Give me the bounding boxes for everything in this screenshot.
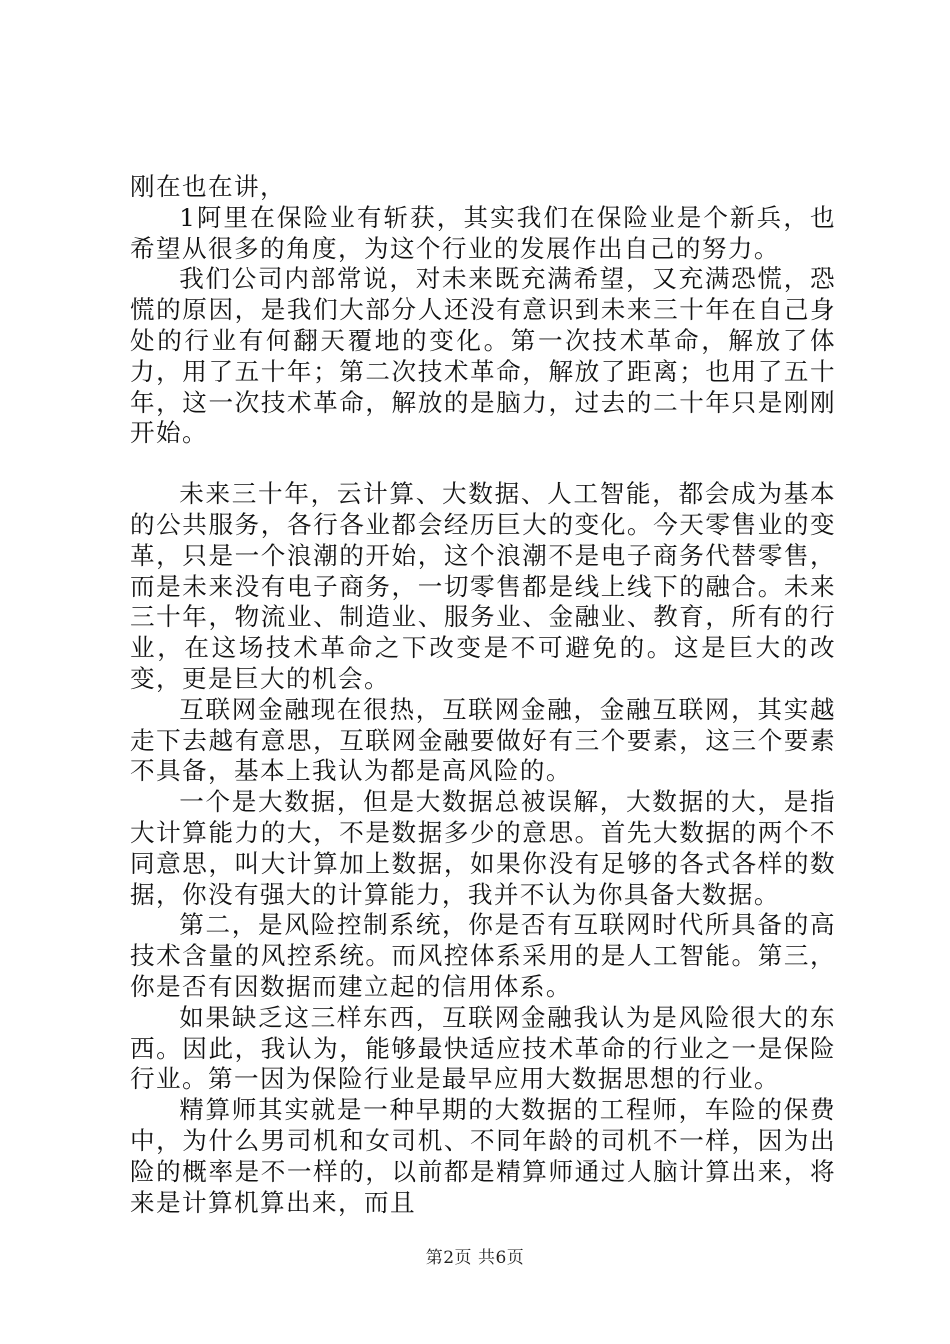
- paragraph-1: 刚在也在讲，: [130, 172, 286, 201]
- paragraph-5: 互联网金融现在很热，互联网金融，金融互联网，其实越走下去越有意思，互联网金融要做好有三个要素，这三个要素不具备，基本上我认为都是高风险的。: [130, 694, 836, 786]
- paragraph-4: 未来三十年，云计算、大数据、人工智能，都会成为基本的公共服务，各行各业都会经历巨大的变化。今天零售业的变革，只是一个浪潮的开始，这个浪潮不是电子商务代替零售，而是未来没有电子商务，一切零售都是线上线下的融合。未来三十年，物流业、制造业、服务业、金融业、教育，所有的行业，在这场技术革命之下改变是不可避免的。这是巨大的改变，更是巨大的机会。: [130, 479, 836, 693]
- paragraph-8: 如果缺乏这三样东西，互联网金融我认为是风险很大的东西。因此，我认为，能够最快适应技术革命的行业之一是保险行业。第一因为保险行业是最早应用大数据思想的行业。: [130, 1002, 836, 1094]
- paragraph-9: 精算师其实就是一种早期的大数据的工程师，车险的保费中，为什么男司机和女司机、不同年龄的司机不一样，因为出险的概率是不一样的，以前都是精算师通过人脑计算出来，将来是计算机算出来，而且: [130, 1095, 836, 1217]
- paragraph-2: 1阿里在保险业有斩获，其实我们在保险业是个新兵，也希望从很多的角度，为这个行业的发展作出自己的努力。: [130, 202, 836, 263]
- page-number-footer: 第2页 共6页: [425, 1248, 525, 1268]
- document-body: [130, 172, 836, 1218]
- paragraph-3: 我们公司内部常说，对未来既充满希望，又充满恐慌，恐慌的原因，是我们大部分人还没有意识到未来三十年在自己身处的行业有何翻天覆地的变化。第一次技术革命，解放了体力，用了五十年；第二次技术革命，解放了距离；也用了五十年，这一次技术革命，解放的是脑力，过去的二十年只是刚刚开始。: [130, 264, 836, 448]
- paragraph-7: 第二，是风险控制系统，你是否有互联网时代所具备的高技术含量的风控系统。而风控体系采用的是人工智能。第三，你是否有因数据而建立起的信用体系。: [130, 910, 836, 1001]
- paragraph-6: 一个是大数据，但是大数据总被误解，大数据的大，是指大计算能力的大，不是数据多少的意思。首先大数据的两个不同意思，叫大计算加上数据，如果你没有足够的各式各样的数据，你没有强大的计算能力，我并不认为你具备大数据。: [130, 787, 836, 909]
